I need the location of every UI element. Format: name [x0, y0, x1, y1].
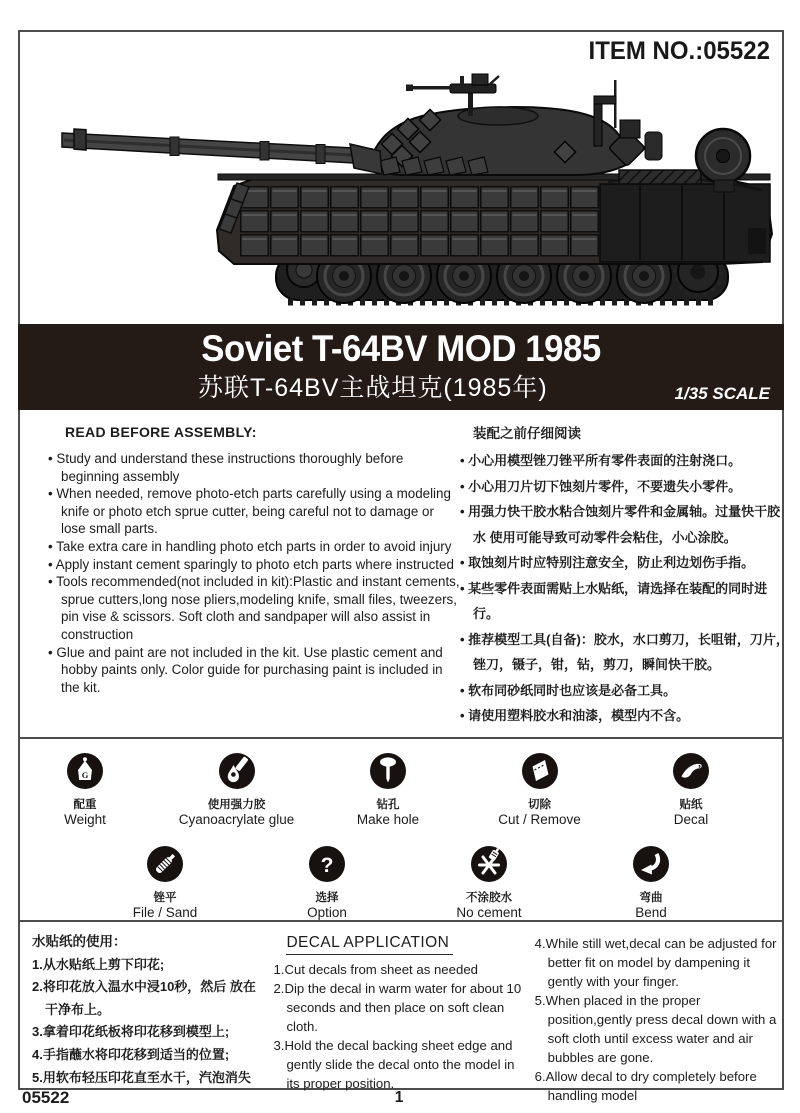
note-bullet: • 取蚀刻片时应特别注意安全，防止利边划伤手指。 [460, 550, 792, 576]
decal-step: 1.从水贴纸上剪下印花; [32, 956, 165, 972]
decal-steps-english-left [273, 931, 526, 1091]
note-bullet: • Take extra care in handling photo etch parts in order to avoid injury [48, 538, 462, 556]
legend-label-en: No cement [456, 905, 522, 920]
svg-text:G: G [81, 770, 89, 780]
decal-heading-english: DECAL APPLICATION [286, 933, 453, 955]
notes-heading-english: READ BEFORE ASSEMBLY: [65, 424, 257, 440]
make-hole-icon [370, 753, 406, 789]
note-bullet: • 用强力快干胶水粘合蚀刻片零件和金属轴。过量快干胶水 使用可能导致可动零件会粘住，小心涂胶。 [460, 499, 792, 550]
no-cement-icon [471, 846, 507, 882]
decal-step: 6.Allow decal to dry completely before handling model [534, 1069, 757, 1103]
page-frame [18, 30, 789, 1103]
assembly-notes-english [48, 424, 462, 696]
decal-steps-cn-list [32, 954, 263, 1090]
decal-step: 3.拿着印花纸板将印花移到模型上; [32, 1024, 230, 1040]
note-bullet: • 小心用模型锉刀锉平所有零件表面的注射浇口。 [460, 448, 792, 474]
legend-item-glue [172, 753, 302, 828]
footer-item-code: 05522 [22, 1088, 70, 1107]
legend-label-en: Cut / Remove [498, 812, 581, 827]
notes-heading-chinese: 装配之前仔细阅读 [473, 426, 581, 441]
decal-step: 2.将印花放入温水中浸10秒，然后 放在干净布上。 [32, 979, 256, 1017]
legend-label-cn: 贴纸 [679, 799, 703, 811]
bend-icon [633, 846, 669, 882]
note-bullet: • 推荐模型工具(自备)：胶水，水口剪刀，长咀钳，刀片， 锉刀，镊子，钳，钻，剪刀，瞬间快干胶。 [460, 627, 792, 678]
footer-page-number: 1 [394, 1089, 404, 1106]
note-bullet: • 请使用塑料胶水和油漆，模型内不含。 [460, 703, 792, 729]
legend-label-cn: 使用强力胶 [207, 799, 266, 811]
decal-steps-english-right [534, 931, 778, 1103]
assembly-notes-section [20, 410, 789, 737]
legend-label-en: Decal [673, 812, 709, 827]
decal-step: 4.手指蘸水将印花移到适当的位置; [32, 1046, 230, 1062]
cut-remove-icon [522, 753, 558, 789]
decal-steps-en-left-list [273, 960, 526, 1093]
legend-label-en: Make hole [356, 812, 420, 827]
legend-row-1 [20, 739, 782, 828]
note-bullet: • Glue and paint are not included in the kit. Use plastic cement and hobby paints only. Color guide for purchasing paint is included in the kit. [48, 644, 462, 697]
file-sand-icon [147, 846, 183, 882]
legend-item-decal [626, 753, 756, 828]
kit-title-chinese: 苏联T-64BV主战坦克(1985年) [198, 374, 548, 402]
svg-text:?: ? [320, 854, 334, 877]
kit-title-english: Soviet T-64BV MOD 1985 [201, 328, 601, 369]
notes-list-chinese [460, 448, 792, 729]
legend-label-en: File / Sand [132, 905, 198, 920]
legend-label-en: Cyanoacrylate glue [178, 812, 295, 827]
decal-step: 5.用软布轻压印花直至水干，汽泡消失 [32, 1069, 251, 1085]
legend-item-option [262, 846, 392, 921]
decal-heading-chinese: 水贴纸的使用： [32, 934, 127, 949]
tank-illustration [20, 32, 782, 324]
item-number: ITEM NO.:05522 [588, 37, 770, 65]
note-bullet: • Tools recommended(not included in kit):Plastic and instant cements, sprue cutters,long nose pliers,modeling knife, small files, tweezers, pin vise & scissors. Soft cloth and sandpaper will also assist in construction [48, 573, 462, 643]
legend-label-en: Bend [635, 905, 667, 920]
note-bullet: • Apply instant cement sparingly to photo etch parts where instructed [48, 556, 462, 574]
decal-step: 5.When placed in the proper position,gently press decal down with a soft cloth until excess water and air bubbles are gone. [534, 993, 777, 1065]
decal-icon [673, 753, 709, 789]
decal-steps-chinese [32, 931, 263, 1088]
note-bullet: • 小心用刀片切下蚀刻片零件，不要遗失小零件。 [460, 474, 792, 500]
legend-label-cn: 配重 [73, 799, 97, 811]
legend-item-cut-remove [475, 753, 605, 828]
decal-step: 2.Dip the decal in warm water for about 10 seconds and then place on soft clean cloth. [273, 981, 522, 1034]
decal-step: 1.Cut decals from sheet as needed [273, 962, 478, 977]
legend-row-2 [20, 828, 782, 921]
legend-item-bend [586, 846, 716, 921]
note-bullet: • Study and understand these instructions thoroughly before beginning assembly [48, 450, 462, 485]
legend-item-file-sand [100, 846, 230, 921]
legend-label-cn: 选择 [315, 892, 339, 904]
legend-label-cn: 切除 [528, 799, 551, 811]
note-bullet: • 软布同砂纸同时也应该是必备工具。 [460, 678, 792, 704]
legend-item-no-cement [424, 846, 554, 921]
notes-list-english [48, 450, 462, 696]
legend-label-cn: 锉平 [153, 892, 177, 904]
legend-label-cn: 弯曲 [639, 892, 663, 904]
scale-label: 1/35 SCALE [674, 384, 770, 403]
symbol-legend-section [20, 737, 782, 920]
legend-item-weight [20, 753, 150, 828]
decal-step: 3.Hold the decal backing sheet edge and gently slide the decal onto the model in its proper position. [273, 1038, 515, 1091]
note-bullet: • 某些零件表面需贴上水贴纸，请选择在装配的同时进行。 [460, 576, 792, 627]
weight-icon [67, 753, 103, 789]
decal-step: 4.While still wet,decal can be adjusted for better fit on model by dampening it gently with your finger. [534, 936, 777, 989]
cyanoacrylate-glue-icon [219, 753, 255, 789]
legend-item-make-hole [323, 753, 453, 828]
title-bar [18, 324, 784, 410]
assembly-notes-chinese [460, 422, 792, 729]
legend-label-en: Weight [64, 812, 106, 827]
option-icon [309, 846, 345, 882]
illustration-panel [20, 32, 782, 324]
decal-steps-en-right-list [535, 934, 778, 1105]
legend-label-cn: 钻孔 [376, 799, 400, 811]
gun-barrel [62, 129, 382, 174]
legend-label-en: Option [307, 905, 347, 920]
note-bullet: • When needed, remove photo-etch parts carefully using a modeling knife or photo etch sprue cutter, being careful not to damage or lose small parts. [48, 485, 462, 538]
legend-label-cn: 不涂胶水 [466, 892, 512, 904]
